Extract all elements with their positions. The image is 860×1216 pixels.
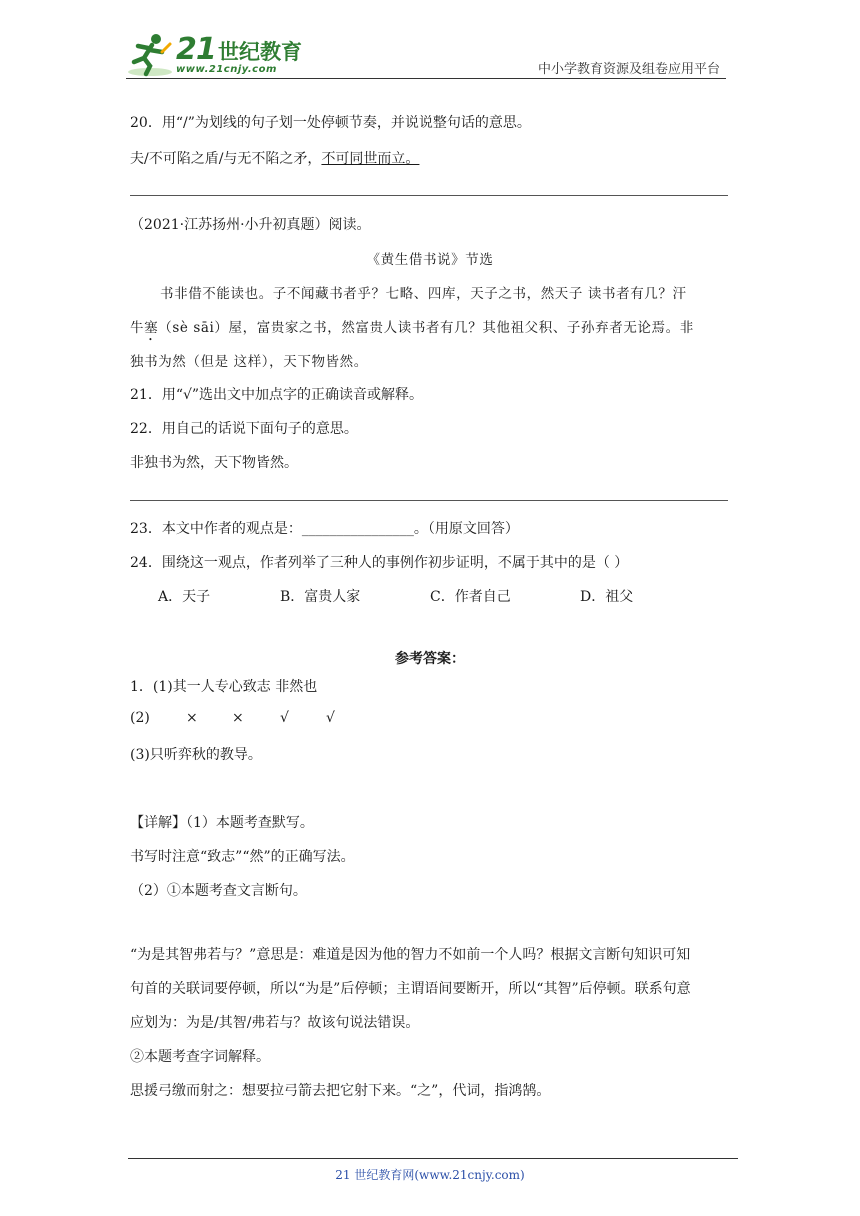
passage-title: 《黄生借书说》节选 [366, 252, 494, 268]
passage-text: （sè sāi）屋，富贵家之书，然富贵人读书者有几？其他祖父积、子孙弃者无论焉。非 [158, 320, 694, 336]
answer-mark: √ [280, 710, 289, 726]
passage-text: 牛 [130, 320, 145, 336]
option-c: C．作者自己 [430, 589, 511, 605]
detail-line: 应划为：为是/其智/弗若与？故该句说法错误。 [130, 1015, 420, 1031]
detail-line: 思援弓缴而射之：想要拉弓箭去把它射下来。“之”，代词，指鸿鹄。 [130, 1083, 551, 1099]
option-b: B．富贵人家 [280, 589, 361, 605]
answers-heading: 参考答案： [395, 651, 465, 667]
q22-prompt: 22．用自己的话说下面句子的意思。 [130, 421, 358, 437]
answer-line [130, 195, 728, 196]
detail-line: “为是其智弗若与？”意思是：难道是因为他的智力不如前一个人吗？根据文言断句知识可知 [130, 947, 691, 963]
q20-sentence-plain: 夫/不可陷之盾/与无不陷之矛， [130, 151, 322, 167]
detail-line: （2）①本题考查文言断句。 [130, 883, 307, 899]
option-a: A．天子 [158, 589, 211, 605]
footer-divider [128, 1158, 738, 1159]
q22-sentence: 非独书为然，天下物皆然。 [130, 455, 298, 471]
option-d: D．祖父 [580, 589, 634, 605]
header-divider [126, 78, 726, 79]
logo-url: www.21cnjy.com [176, 64, 277, 75]
q23-prompt: 23．本文中作者的观点是：________________。（用原文回答） [130, 521, 519, 537]
logo-number: 21 [176, 32, 216, 67]
q20-prompt: 20．用“/”为划线的句子划一处停顿节奏，并说说整句话的意思。 [130, 115, 531, 131]
q20-sentence [130, 148, 419, 168]
site-logo [126, 30, 306, 80]
answer-mark: × [232, 710, 244, 726]
answer-mark: × [186, 710, 198, 726]
runner-icon [126, 32, 174, 78]
passage-line-1: 书非借不能读也。子不闻藏书者乎？七略、四库，天子之书，然天子 读书者有几？汗 [160, 286, 687, 302]
detail-line: 句首的关联词要停顿，所以“为是”后停顿；主谓语间要断开，所以“其智”后停顿。联系句意 [130, 981, 691, 997]
detail-line: ②本题考查字词解释。 [130, 1049, 270, 1065]
detail-line: 【详解】（1）本题考查默写。 [130, 815, 314, 831]
answer-mark: √ [326, 710, 335, 726]
q24-prompt: 24．围绕这一观点，作者列举了三种人的事例作初步证明，不属于其中的是（ ） [130, 555, 629, 571]
passage-line-3: 独书为然（但是 这样），天下物皆然。 [130, 354, 368, 370]
answer-1-2-label: (2) [130, 710, 150, 726]
header-platform-text: 中小学教育资源及组卷应用平台 [537, 62, 720, 77]
detail-line: 书写时注意“致志”“然”的正确写法。 [130, 849, 355, 865]
q20-sentence-underlined: 不可同世而立。 [321, 151, 420, 167]
passage-line-2 [130, 316, 694, 344]
answer-line [130, 500, 728, 501]
footer-link[interactable]: 21 世纪教育网(www.21cnjy.com) [335, 1168, 525, 1182]
q21-prompt: 21．用“√”选出文中加点字的正确读音或解释。 [130, 387, 424, 403]
dotted-char: 塞 [144, 320, 159, 336]
answer-1-1: 1．(1)其一人专心致志 非然也 [130, 679, 318, 695]
logo-text: 世纪教育 [218, 40, 302, 64]
answer-1-3: (3)只听弈秋的教导。 [130, 747, 262, 763]
passage-source: （2021·江苏扬州·小升初真题）阅读。 [130, 217, 371, 233]
